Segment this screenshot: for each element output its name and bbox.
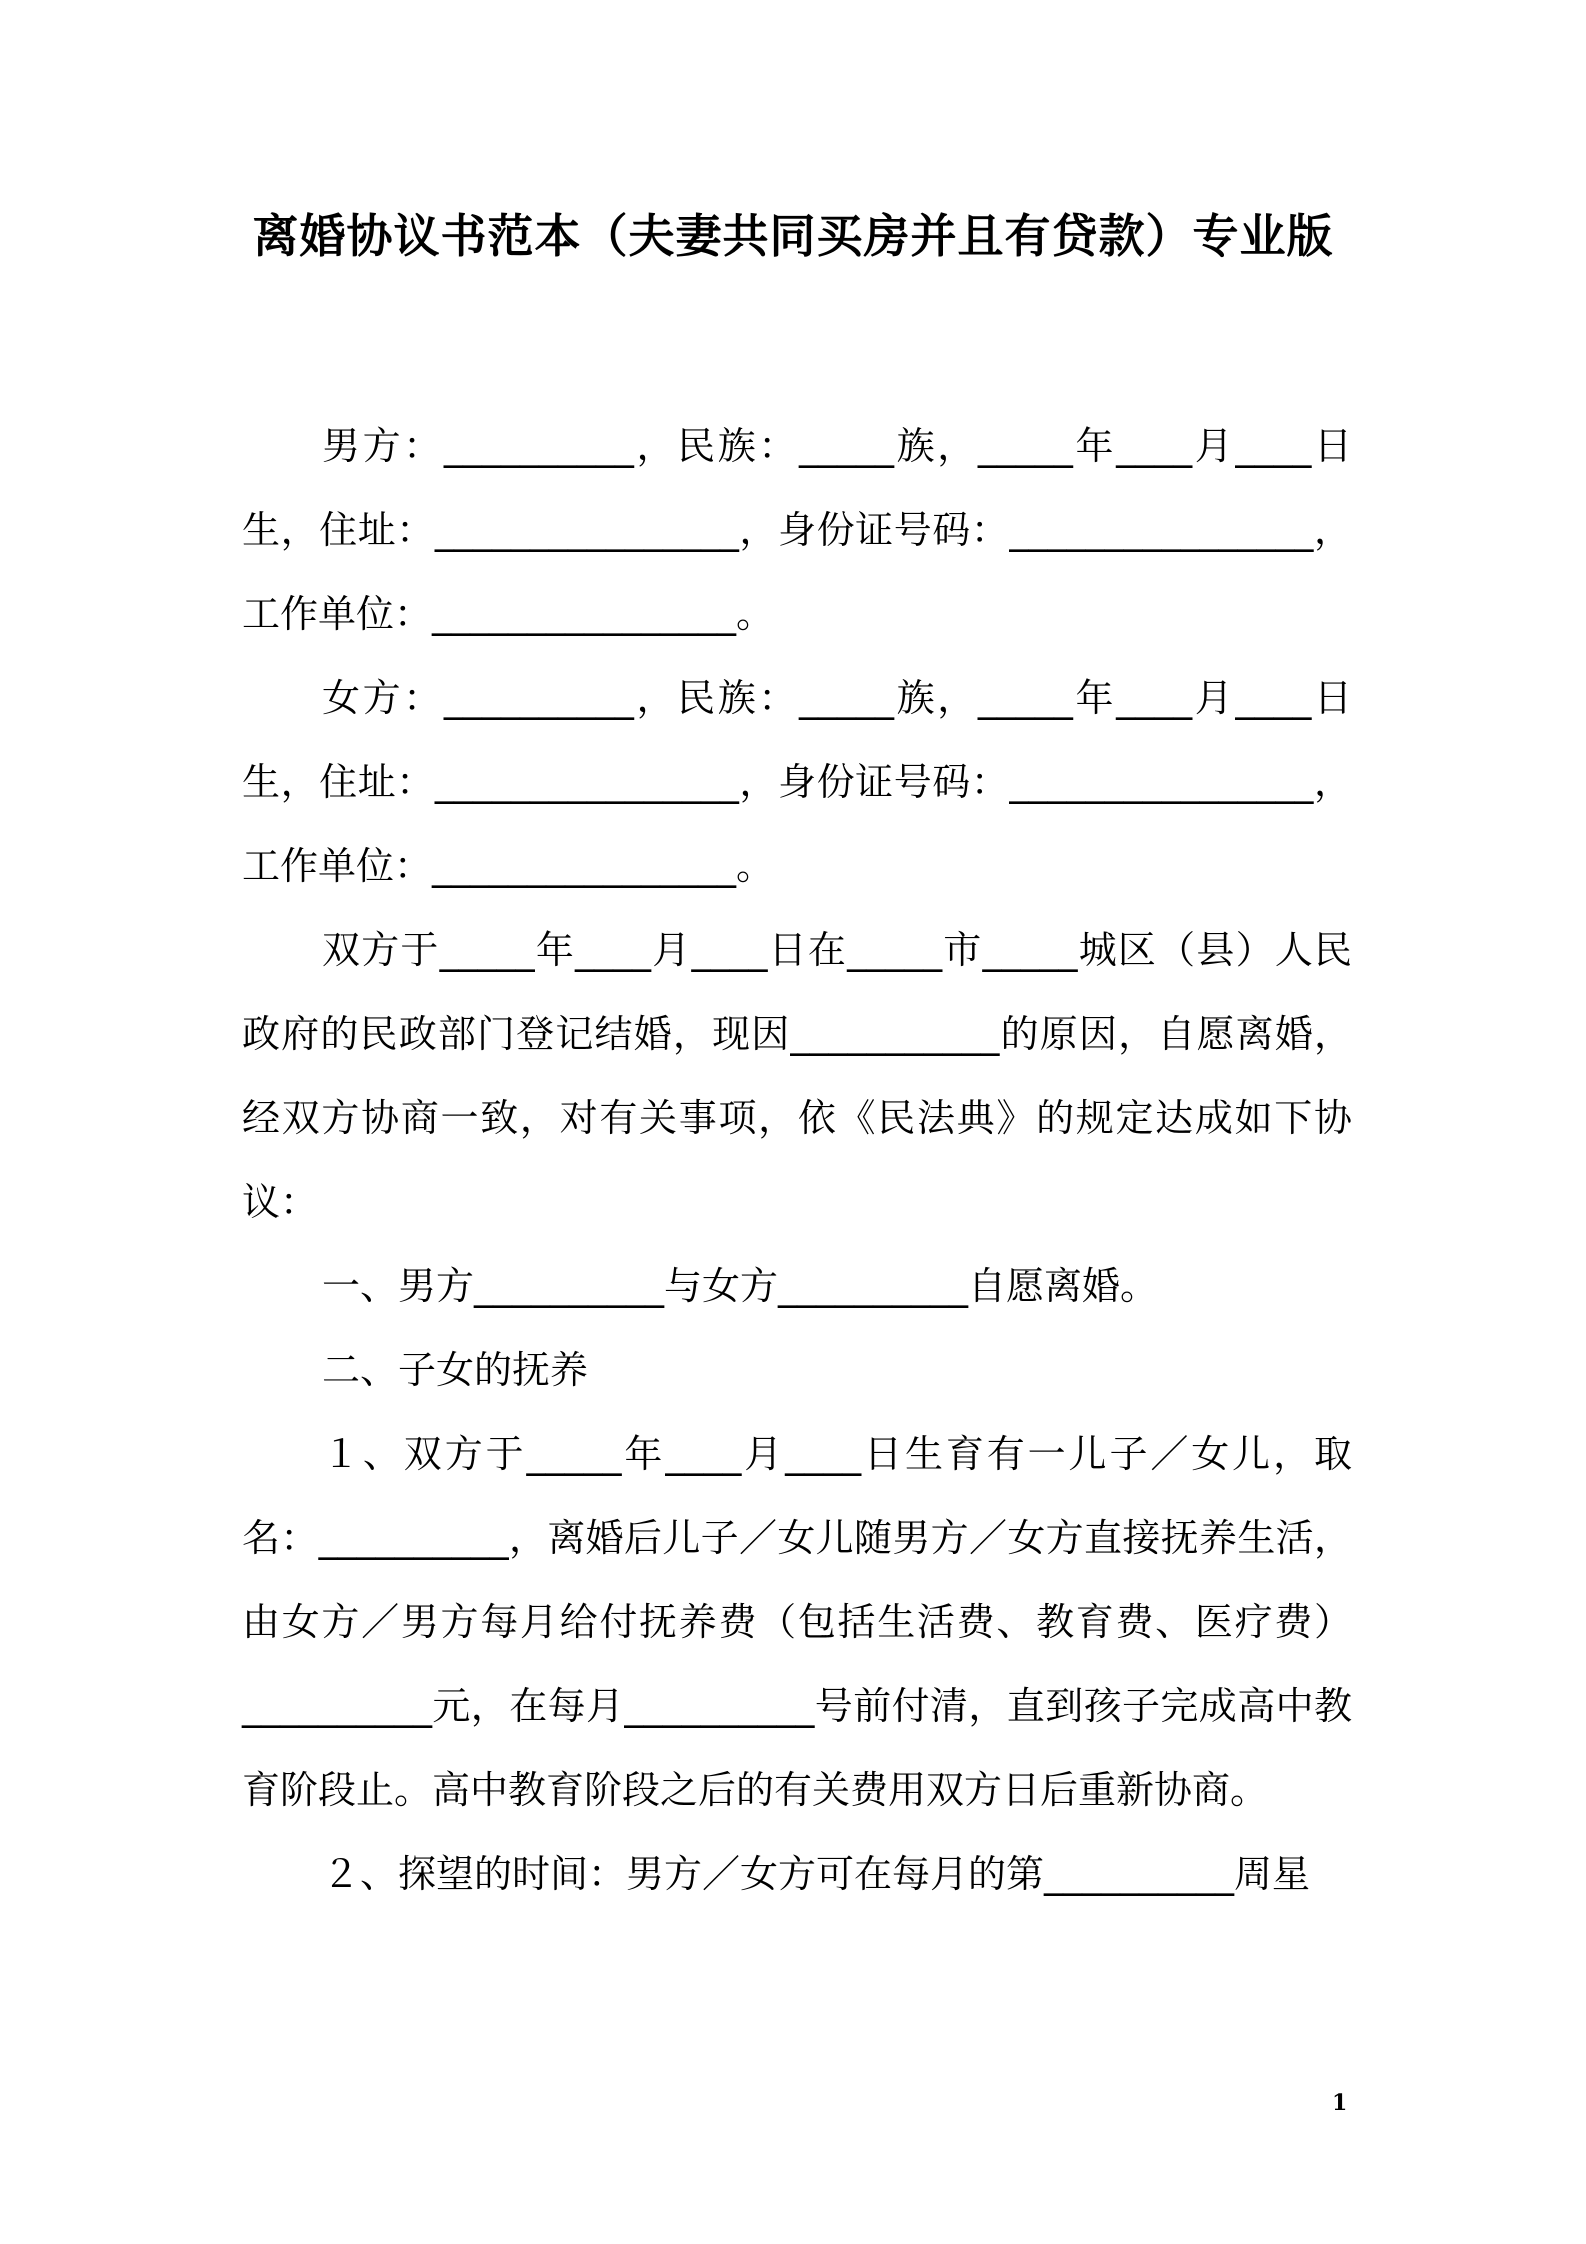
page-number: 1 bbox=[1332, 2090, 1348, 2116]
document-title: 离婚协议书范本（夫妻共同买房并且有贷款）专业版 bbox=[252, 209, 1334, 263]
paragraph-male-party-info: 男方：__________，民族：_____族，_____年____月____日生，住址：________________，身份证号码：________________，工作单位：________________。 bbox=[242, 424, 1352, 636]
paragraph-female-party-info: 女方：__________，民族：_____族，_____年____月____日生，住址：________________，身份证号码：________________，工作单位：________________。 bbox=[242, 676, 1352, 888]
clause-2-1-child-support: １、双方于_____年____月____日生育有一儿子／女儿，取名：__________，离婚后儿子／女儿随男方／女方直接抚养生活，由女方／男方每月给付抚养费（包括生活费、教育费、医疗费）__________元，在每月__________号前付清，直到孩子完成高中教育阶段止。高中教育阶段之后的有关费用双方日后重新协商。 bbox=[242, 1432, 1352, 1812]
clause-1-divorce: 一、男方__________与女方__________自愿离婚。 bbox=[322, 1264, 1159, 1308]
document-body bbox=[242, 404, 1352, 1916]
clause-2-heading-child-custody: 二、子女的抚养 bbox=[322, 1348, 589, 1392]
paragraph-marriage-registration: 双方于_____年____月____日在_____市_____城区（县）人民政府的民政部门登记结婚，现因___________的原因，自愿离婚，经双方协商一致，对有关事项，依《民法典》的规定达成如下协议： bbox=[242, 928, 1352, 1224]
clause-2-2-visitation: ２、探望的时间：男方／女方可在每月的第__________周星 bbox=[322, 1852, 1311, 1896]
